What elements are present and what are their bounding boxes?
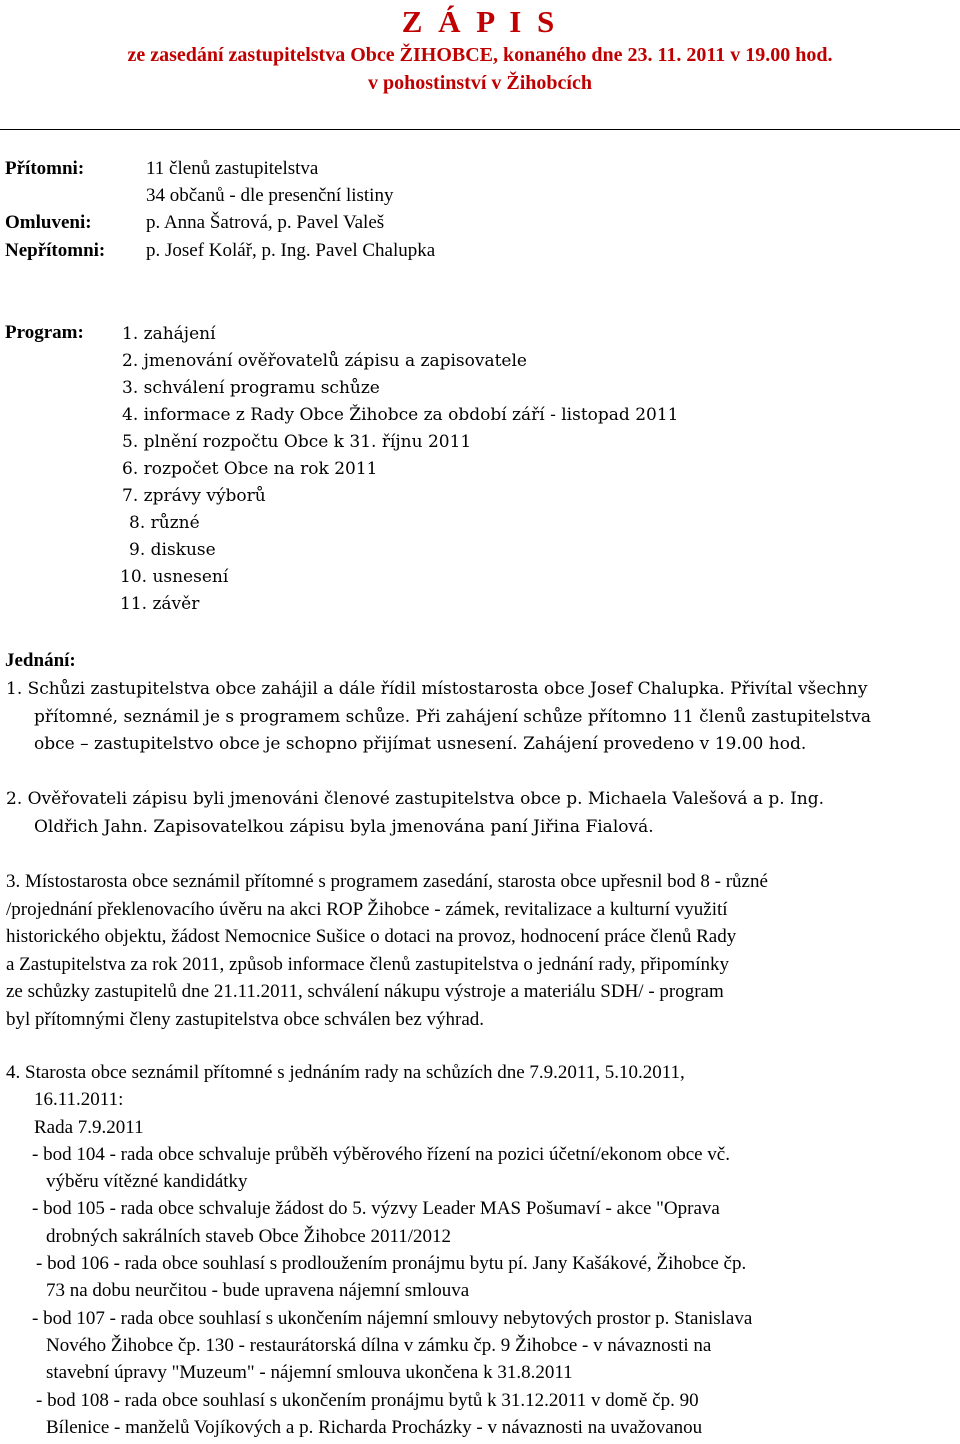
paragraph-line: 4. Starosta obce seznámil přítomné s jednáním rady na schůzích dne 7.9.2011, 5.10.2011, [6,1062,685,1083]
paragraph-line: ze schůzky zastupitelů dne 21.11.2011, schválení nákupu výstroje a materiálu SDH/ - program [6,981,724,1002]
program-item: 4. informace z Rady Obce Žihobce za období září - listopad 2011 [122,405,679,425]
paragraph-line: obce – zastupitelstvo obce je schopno přijímat usnesení. Zahájení provedeno v 19.00 hod. [34,734,807,754]
paragraph-line: Oldřich Jahn. Zapisovatelkou zápisu byla jmenována paní Jiřina Fialová. [34,816,654,837]
paragraph-line: - bod 107 - rada obce souhlasí s ukončením nájemní smlouvy nebytových prostor p. Stanislava [32,1307,753,1329]
paragraph-line: 73 na dobu neurčitou - bude upravena nájemní smlouva [46,1280,470,1302]
present-label: Přítomni: [5,158,85,179]
proceedings-item-4 [6,1059,956,1441]
program-item: 5. plnění rozpočtu Obce k 31. říjnu 2011 [122,432,472,452]
document-location: v pohostinství v Žihobcích [368,72,592,94]
paragraph-line: - bod 108 - rada obce souhlasí s ukončením pronájmu bytů k 31.12.2011 v domě čp. 90 [36,1389,699,1411]
excused-label: Omluveni: [5,212,92,233]
paragraph-line: /projednání překlenovacího úvěru na akci ROP Žihobce - zámek, revitalizace a kulturní využití [6,898,728,920]
document-subtitle: ze zasedání zastupitelstva Obce ŽIHOBCE, konaného dne 23. 11. 2011 v 19.00 hod. [127,44,833,66]
paragraph-line: - bod 104 - rada obce schvaluje průběh výběrového řízení na pozici účetní/ekonom obce vč. [32,1143,730,1165]
header-divider [0,129,960,130]
paragraph-line: drobných sakrálních staveb Obce Žihobce 2011/2012 [46,1225,452,1247]
absent-label: Nepřítomni: [5,240,106,261]
paragraph-line: stavební úpravy "Muzeum" - nájemní smlouva ukončena k 31.8.2011 [46,1362,573,1384]
program-item: 8. různé [129,513,200,533]
program-item: 3. schválení programu schůze [122,378,380,398]
paragraph-line: 2. Ověřovateli zápisu byli jmenováni členové zastupitelstva obce p. Michaela Valešová a p. Ing. [6,789,825,809]
program-label: Program: [5,322,84,343]
paragraph-line: 1. Schůzi zastupitelstva obce zahájil a dále řídil místostarosta obce Josef Chalupka. Přivítal všechny [6,679,868,699]
paragraph-line: historického objektu, žádost Nemocnice Sušice o dotaci na provoz, hodnocení práce členů Rady [6,926,737,947]
excused-value: p. Anna Šatrová, p. Pavel Valeš [146,212,385,233]
program-item: 9. diskuse [129,540,216,560]
program-item: 11. závěr [120,594,200,614]
paragraph-line: přítomné, seznámil je s programem schůze. Při zahájení schůze přítomno 11 členů zastupitelstva [34,706,871,727]
paragraph-line: a Zastupitelstva za rok 2011, způsob informace členů zastupitelstva o jednání rady, připomínky [6,953,730,975]
document-title: Z Á P I S [401,4,559,39]
paragraph-line: Bílenice - manželů Vojíkových a p. Richarda Procházky - v návaznosti na uvažovanou [46,1416,703,1438]
present-citizens: 34 občanů - dle presenční listiny [146,185,394,206]
paragraph-line: výběru vítězné kandidátky [46,1171,248,1193]
program-item: 2. jmenování ověřovatelů zápisu a zapisovatele [122,351,527,371]
program-item: 7. zprávy výborů [122,486,266,506]
paragraph-line: 3. Místostarosta obce seznámil přítomné s programem zasedání, starosta obce upřesnil bod 8 - různé [6,871,768,892]
paragraph-line: byl přítomnými členy zastupitelstva obce schválen bez výhrad. [6,1008,485,1030]
paragraph-line: - bod 105 - rada obce schvaluje žádost do 5. výzvy Leader MAS Pošumaví - akce "Oprava [32,1198,720,1220]
proceedings-label: Jednání: [5,650,76,671]
paragraph-line: 16.11.2011: [34,1089,124,1111]
program-item: 6. rozpočet Obce na rok 2011 [122,459,378,479]
absent-value: p. Josef Kolář, p. Ing. Pavel Chalupka [146,240,436,261]
paragraph-line: - bod 106 - rada obce souhlasí s prodloužením pronájmu bytu pí. Jany Kašákové, Žihobce čp. [36,1253,747,1275]
program-item: 10. usnesení [120,567,229,587]
proceedings-item-2 [6,786,956,841]
program-item: 1. zahájení [122,324,216,344]
paragraph-line: Nového Žihobce čp. 130 - restaurátorská dílna v zámku čp. 9 Žihobce - v návaznosti na [46,1334,712,1356]
proceedings-item-1 [6,676,956,759]
present-members: 11 členů zastupitelstva [146,158,319,179]
paragraph-line: Rada 7.9.2011 [34,1116,144,1138]
proceedings-item-3 [6,868,956,1033]
